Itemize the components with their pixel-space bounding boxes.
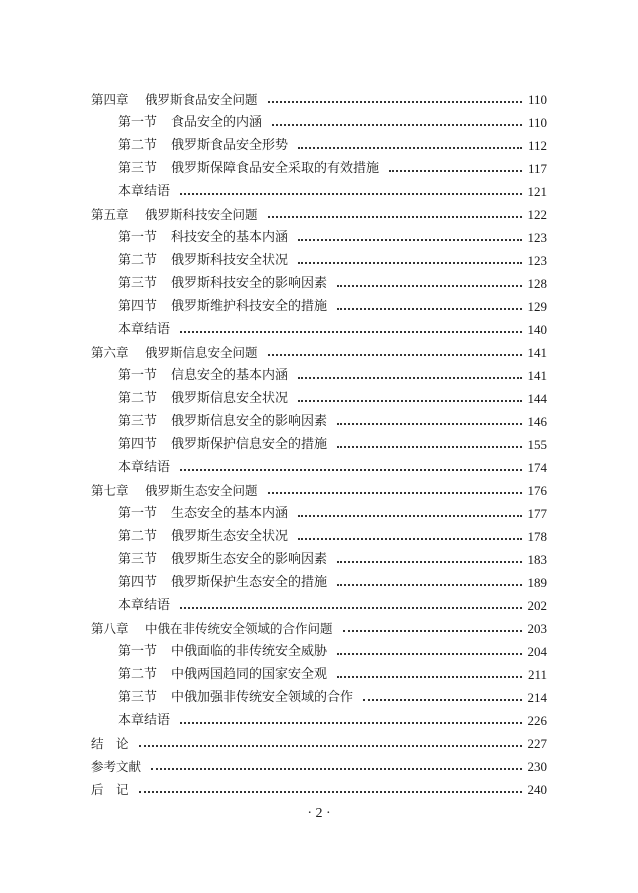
toc-chapter-entry[interactable]: [91, 341, 547, 364]
section-title: 中俄加强非传统安全领域的合作: [171, 690, 354, 705]
section-title: 中俄面临的非传统安全威胁: [171, 644, 328, 659]
dot-leader: [268, 491, 522, 494]
section-number: 第二节: [118, 391, 158, 406]
dot-leader: [337, 445, 521, 448]
section-number: 第一节: [118, 115, 158, 130]
chapter-title: 俄罗斯食品安全问题: [145, 92, 258, 107]
section-title: 俄罗斯信息安全的影响因素: [171, 414, 328, 429]
chapter-title: 后 记: [91, 782, 129, 797]
toc-section-entry[interactable]: [118, 272, 547, 295]
toc-entry-label: [118, 548, 327, 571]
page-number-footer: · 2 ·: [307, 806, 331, 821]
toc-chapter-entry[interactable]: [91, 617, 547, 640]
page-number: 226: [527, 713, 547, 728]
toc-entry-label: [118, 594, 170, 617]
toc-entry-label: [118, 364, 288, 387]
page-number: 110: [527, 115, 547, 130]
section-number: 第三节: [118, 414, 158, 429]
page-number: 227: [527, 736, 547, 751]
dot-leader: [139, 790, 522, 793]
chapter-number: 第五章: [91, 207, 129, 222]
toc-entry-label: [118, 663, 327, 686]
chapter-number: 第四章: [91, 92, 129, 107]
toc-section-entry[interactable]: [118, 410, 547, 433]
page-number: 203: [527, 621, 547, 636]
toc-section-entry[interactable]: [118, 318, 547, 341]
toc-section-entry[interactable]: [118, 686, 547, 709]
toc-entry-label: [118, 272, 327, 295]
section-title: 俄罗斯维护科技安全的措施: [171, 299, 328, 314]
toc-entry-label: [91, 88, 258, 111]
toc-section-entry[interactable]: [118, 157, 547, 180]
section-title: 俄罗斯保障食品安全采取的有效措施: [171, 161, 380, 176]
page-number: 176: [527, 483, 547, 498]
page-number: 128: [527, 276, 547, 291]
section-title: 科技安全的基本内涵: [171, 230, 289, 245]
page-number: 122: [527, 207, 547, 222]
toc-section-entry[interactable]: [118, 180, 547, 203]
toc-section-entry[interactable]: [118, 594, 547, 617]
dot-leader: [298, 261, 521, 264]
toc-chapter-entry[interactable]: [91, 755, 547, 778]
dot-leader: [272, 123, 522, 126]
section-number: 第三节: [118, 161, 158, 176]
section-title: 俄罗斯保护信息安全的措施: [171, 437, 328, 452]
toc-entry-label: [118, 318, 170, 341]
toc-entry-label: [118, 410, 327, 433]
table-of-contents: [0, 88, 638, 801]
dot-leader: [180, 606, 521, 609]
toc-chapter-entry[interactable]: [91, 479, 547, 502]
toc-entry-label: [118, 571, 327, 594]
toc-section-entry[interactable]: [118, 387, 547, 410]
toc-section-entry[interactable]: [118, 571, 547, 594]
page-number: 141: [527, 345, 547, 360]
toc-section-entry[interactable]: [118, 640, 547, 663]
toc-section-entry[interactable]: [118, 456, 547, 479]
dot-leader: [337, 675, 522, 678]
section-number: 第三节: [118, 276, 158, 291]
section-title: 本章结语: [118, 184, 171, 199]
dot-leader: [298, 399, 521, 402]
section-number: 第四节: [118, 299, 158, 314]
dot-leader: [180, 330, 521, 333]
chapter-number: 第六章: [91, 345, 129, 360]
toc-entry-label: [91, 755, 141, 778]
dot-leader: [337, 422, 521, 425]
chapter-title: 参考文献: [91, 759, 142, 774]
toc-entry-label: [118, 456, 170, 479]
page-number: 123: [527, 230, 547, 245]
dot-leader: [337, 583, 521, 586]
section-number: 第四节: [118, 575, 158, 590]
chapter-title: 俄罗斯科技安全问题: [145, 207, 258, 222]
toc-entry-label: [118, 709, 170, 732]
section-title: 本章结语: [118, 322, 171, 337]
section-number: 第三节: [118, 690, 158, 705]
section-number: 第一节: [118, 644, 158, 659]
page-number: 117: [527, 161, 547, 176]
section-title: 信息安全的基本内涵: [171, 368, 289, 383]
page-number: 144: [527, 391, 547, 406]
toc-entry-label: [118, 180, 170, 203]
section-number: 第二节: [118, 253, 158, 268]
dot-leader: [337, 284, 521, 287]
page-number: 155: [527, 437, 547, 452]
section-number: 第一节: [118, 368, 158, 383]
dot-leader: [139, 744, 522, 747]
dot-leader: [180, 468, 521, 471]
toc-section-entry[interactable]: [118, 111, 547, 134]
toc-section-entry[interactable]: [118, 295, 547, 318]
dot-leader: [337, 560, 521, 563]
section-title: 俄罗斯信息安全状况: [171, 391, 289, 406]
toc-section-entry[interactable]: [118, 226, 547, 249]
page-number: 204: [527, 644, 547, 659]
page-number: 240: [527, 782, 547, 797]
page-number: 141: [527, 368, 547, 383]
dot-leader: [337, 652, 521, 655]
page-number: 214: [527, 690, 547, 705]
dot-leader: [337, 307, 521, 310]
dot-leader: [268, 100, 522, 103]
toc-entry-label: [118, 686, 353, 709]
section-number: 第一节: [118, 230, 158, 245]
page-number: 112: [527, 138, 547, 153]
chapter-number: 第八章: [91, 621, 129, 636]
page-number: 121: [527, 184, 547, 199]
section-number: 第四节: [118, 437, 158, 452]
page-number: 146: [527, 414, 547, 429]
page-number: 177: [527, 506, 547, 521]
toc-entry-label: [118, 640, 327, 663]
dot-leader: [268, 353, 522, 356]
page-number: 178: [527, 529, 547, 544]
toc-chapter-entry[interactable]: [91, 203, 547, 226]
toc-section-entry[interactable]: [118, 709, 547, 732]
toc-section-entry[interactable]: [118, 502, 547, 525]
dot-leader: [180, 721, 521, 724]
toc-entry-label: [118, 387, 288, 410]
section-number: 第二节: [118, 138, 158, 153]
dot-leader: [343, 629, 522, 632]
section-title: 生态安全的基本内涵: [171, 506, 289, 521]
section-number: 第一节: [118, 506, 158, 521]
section-title: 中俄两国趋同的国家安全观: [171, 667, 328, 682]
chapter-number: 第七章: [91, 483, 129, 498]
page-number: 129: [527, 299, 547, 314]
toc-entry-label: [118, 157, 379, 180]
toc-entry-label: [118, 295, 327, 318]
section-title: 食品安全的内涵: [171, 115, 263, 130]
section-title: 本章结语: [118, 460, 171, 475]
section-title: 本章结语: [118, 713, 171, 728]
toc-section-entry[interactable]: [118, 548, 547, 571]
dot-leader: [298, 146, 522, 149]
section-title: 俄罗斯生态安全状况: [171, 529, 289, 544]
toc-entry-label: [118, 433, 327, 456]
toc-entry-label: [91, 732, 129, 755]
dot-leader: [151, 767, 521, 770]
section-title: 俄罗斯科技安全的影响因素: [171, 276, 328, 291]
toc-entry-label: [118, 111, 262, 134]
toc-section-entry[interactable]: [118, 525, 547, 548]
toc-chapter-entry[interactable]: [91, 88, 547, 111]
section-number: 第二节: [118, 667, 158, 682]
dot-leader: [298, 514, 521, 517]
toc-chapter-entry[interactable]: [91, 778, 547, 801]
chapter-title: 中俄在非传统安全领域的合作问题: [145, 621, 333, 636]
page-number: 211: [527, 667, 547, 682]
dot-leader: [298, 376, 521, 379]
section-title: 俄罗斯生态安全的影响因素: [171, 552, 328, 567]
toc-chapter-entry[interactable]: [91, 732, 547, 755]
page-number: 189: [527, 575, 547, 590]
toc-section-entry[interactable]: [118, 249, 547, 272]
toc-section-entry[interactable]: [118, 134, 547, 157]
toc-entry-label: [118, 525, 288, 548]
toc-entry-label: [91, 778, 129, 801]
chapter-title: 结 论: [91, 736, 129, 751]
section-number: 第二节: [118, 529, 158, 544]
toc-entry-label: [91, 203, 258, 226]
dot-leader: [268, 215, 522, 218]
dot-leader: [180, 192, 521, 195]
toc-entry-label: [91, 479, 258, 502]
toc-section-entry[interactable]: [118, 364, 547, 387]
toc-entry-label: [118, 502, 288, 525]
section-number: 第三节: [118, 552, 158, 567]
page-number: 202: [527, 598, 547, 613]
dot-leader: [363, 698, 521, 701]
page-number: 140: [527, 322, 547, 337]
dot-leader: [298, 537, 521, 540]
dot-leader: [389, 169, 522, 172]
toc-section-entry[interactable]: [118, 433, 547, 456]
section-title: 俄罗斯食品安全形势: [171, 138, 289, 153]
page-number: 183: [527, 552, 547, 567]
page-number: 123: [527, 253, 547, 268]
toc-entry-label: [91, 341, 258, 364]
section-title: 本章结语: [118, 598, 171, 613]
page-number: 230: [527, 759, 547, 774]
toc-entry-label: [118, 226, 288, 249]
chapter-title: 俄罗斯生态安全问题: [145, 483, 258, 498]
toc-entry-label: [118, 134, 288, 157]
toc-section-entry[interactable]: [118, 663, 547, 686]
page-number: 174: [527, 460, 547, 475]
section-title: 俄罗斯保护生态安全的措施: [171, 575, 328, 590]
page-number: 110: [527, 92, 547, 107]
toc-entry-label: [91, 617, 333, 640]
section-title: 俄罗斯科技安全状况: [171, 253, 289, 268]
chapter-title: 俄罗斯信息安全问题: [145, 345, 258, 360]
dot-leader: [298, 238, 521, 241]
toc-entry-label: [118, 249, 288, 272]
